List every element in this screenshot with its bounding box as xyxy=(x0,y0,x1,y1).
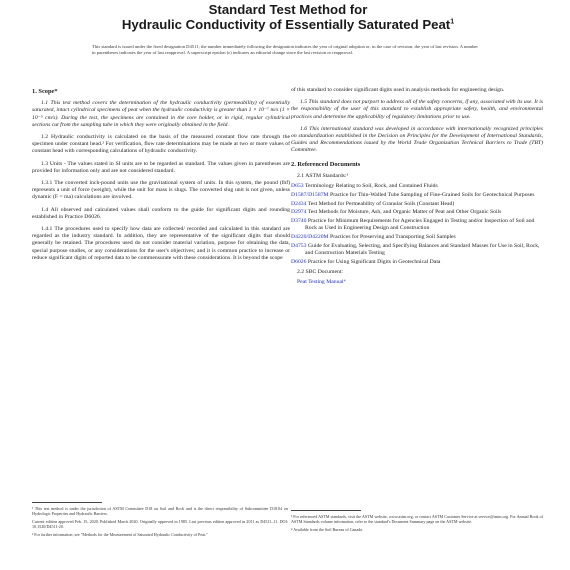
footnote-divider-right xyxy=(291,510,361,511)
reference-item xyxy=(291,218,543,232)
reference-item xyxy=(291,209,543,216)
reference-title: Test Method for Permeability of Granular Soils (Constant Head) xyxy=(306,200,455,207)
reference-title: Practices for Preserving and Transporting Soil Samples xyxy=(328,234,456,241)
footnotes-right xyxy=(291,514,543,532)
paragraph-1-2: 1.2 Hydraulic conductivity is calculated on the basis of the measured constant flow rate through the specimen under constant head.² For verification, flow rate determinations may be made at two or more values of constant head with corresponding calculations of hydraulic conductivity. xyxy=(32,134,290,155)
reference-item xyxy=(291,234,543,241)
paragraph-1-4: 1.4 All observed and calculated values shall conform to the guide for significant digits and rounding established in Practice D6026. xyxy=(32,206,290,220)
reference-item xyxy=(291,192,543,199)
reference-item xyxy=(291,201,543,208)
section-1-heading: 1. Scope* xyxy=(32,88,58,95)
reference-item xyxy=(291,243,543,257)
reference-code-link[interactable]: D6026 xyxy=(291,259,307,266)
section-2-heading: 2. Referenced Documents xyxy=(291,160,361,168)
footnotes-left xyxy=(32,506,288,537)
reference-code-link[interactable]: D1587/D1587M xyxy=(291,191,329,198)
title-line-1: Standard Test Method for xyxy=(208,2,368,17)
title-main: Hydraulic Conductivity of Essentially Saturated Peat xyxy=(121,17,451,32)
peat-testing-manual-link[interactable]: Peat Testing Manual⁴ xyxy=(297,279,346,286)
sbc-document-label: 2.2 SBC Document: xyxy=(297,269,343,276)
paragraph-1-4-1: 1.4.1 The procedures used to specify how data are collected/ recorded and calculated in this standard are regarded as the industry standard. In addition, they are representative of the significant digits that should generally be retained. The procedures used do not consider material variation, purpose for obtaining the data, special purpose studies, or any considerations for the user's objectives; and it is common practice to increase or reduce significant digits of reported data to be commensurate with these considerations. It is beyond the scope xyxy=(32,226,290,261)
footnote-4: ⁴ Available from the Soil Bureau of Canada. xyxy=(291,526,364,532)
paragraph-continued: of this standard to consider significant digits used in analysis methods for engineering design. xyxy=(291,87,505,93)
paragraph-1-5: 1.5 This standard does not purport to address all of the safety concerns, if any, associated with its use. It is the responsibility of the user of this standard to establish appropriate safety, health, and environmental practices and determine the applicability of regulatory limitations prior to use. xyxy=(291,99,543,120)
reference-title: Terminology Relating to Soil, Rock, and Contained Fluids xyxy=(303,183,438,190)
footnote-edition: Current edition approved Feb. 15, 2020. Published March 2020. Originally approved in 1985. Last previous edition approved in 2011 as D4511–11. DOI: 10.1520/D4511-20. xyxy=(32,518,288,530)
paragraph-1-3: 1.3 Units - The values stated in SI units are to be regarded as standard. The values given in parentheses are provided for information only and are not considered standard. xyxy=(32,160,290,174)
title-footnote-mark: 1 xyxy=(450,18,455,26)
reference-code-link[interactable]: D2434 xyxy=(291,200,307,207)
footnote-2: ² For further information, see "Methods for the Measurement of Saturated Hydraulic Conductivity of Peat." xyxy=(32,531,208,537)
paragraph-1-6: 1.6 This international standard was developed in accordance with internationally recognized principles on standardization established in the Decision on Principles for the Development of International Standards, Guides and Recommendations issued by the World Trade Organization Technical Barriers to Trade (TBT) Committee. xyxy=(291,125,543,154)
footnote-divider-left xyxy=(32,502,102,503)
reference-item xyxy=(291,183,543,190)
left-column xyxy=(32,88,290,267)
reference-item xyxy=(291,259,543,266)
reference-code-link[interactable]: D653 xyxy=(291,183,304,190)
astm-standards-label: 2.1 ASTM Standards:³ xyxy=(297,172,349,179)
reference-title: Practice for Using Significant Digits in Geotechnical Data xyxy=(306,259,441,266)
designation-notice: This standard is issued under the fixed designation D4511; the number immediately following the designation indicates the year of original adoption or, in the case of revision, the year of last revision. A number in parentheses indicates the year of last reapproval. A superscript epsilon (ε) indicates an editorial change since the last revision or reapproval. xyxy=(92,44,478,56)
reference-code-link[interactable]: D4220/D4220M xyxy=(291,234,329,241)
reference-code-link[interactable]: D2974 xyxy=(291,209,307,216)
reference-title: Guide for Evaluating, Selecting, and Specifying Balances and Standard Masses for Use in Soil, Rock, and Construction Materials Testing xyxy=(305,243,540,257)
referenced-standards-list xyxy=(291,183,543,266)
footnote-3: ³ For referenced ASTM standards, visit the ASTM website, www.astm.org, or contact ASTM Customer Service at service@astm.org. For Annual Book of ASTM Standards volume information, refer to the standard's Document Summary page on the ASTM website. xyxy=(291,514,543,525)
reference-title: Test Methods for Moisture, Ash, and Organic Matter of Peat and Other Organic Soils xyxy=(306,209,502,216)
reference-code-link[interactable]: D3740 xyxy=(291,218,307,225)
title-line-2 xyxy=(88,17,488,32)
reference-title: Practice for Thin-Walled Tube Sampling of Fine-Grained Soils for Geotechnical Purposes xyxy=(328,191,535,198)
footnote-1: ¹ This test method is under the jurisdiction of ASTM Committee D18 on Soil and Rock and is the direct responsibility of Subcommittee D18.04 on Hydrologic Properties and Hydraulic Barriers. xyxy=(32,506,288,517)
reference-code-link[interactable]: D4753 xyxy=(291,243,307,250)
right-column xyxy=(291,87,543,291)
paragraph-1-3-1: 1.3.1 The converted inch-pound units use the gravitational system of units. In this system, the pound (lbf) represents a unit of force (weight), while the unit for mass is slugs. The converted slug unit is not given, unless dynamic (F = ma) calculations are involved. xyxy=(32,180,290,201)
reference-title: Practice for Minimum Requirements for Agencies Engaged in Testing and/or Inspection of Soil and Rock as Used in Engineering Design and Construction xyxy=(305,218,535,232)
document-title xyxy=(88,2,488,32)
paragraph-1-1: 1.1 This test method covers the determination of the hydraulic conductivity (permeability) of essentially saturated, intact cylindrical specimens of peat when the hydraulic conductivity is greater than 1 × 10⁻⁷ m/s (1 × 10⁻⁵ cm/s). During the test, the specimens are contained in the core holder, or in rigid, regular cylindrical sections cut from the sampling tube in which they were originally obtained in the field. xyxy=(32,100,290,128)
